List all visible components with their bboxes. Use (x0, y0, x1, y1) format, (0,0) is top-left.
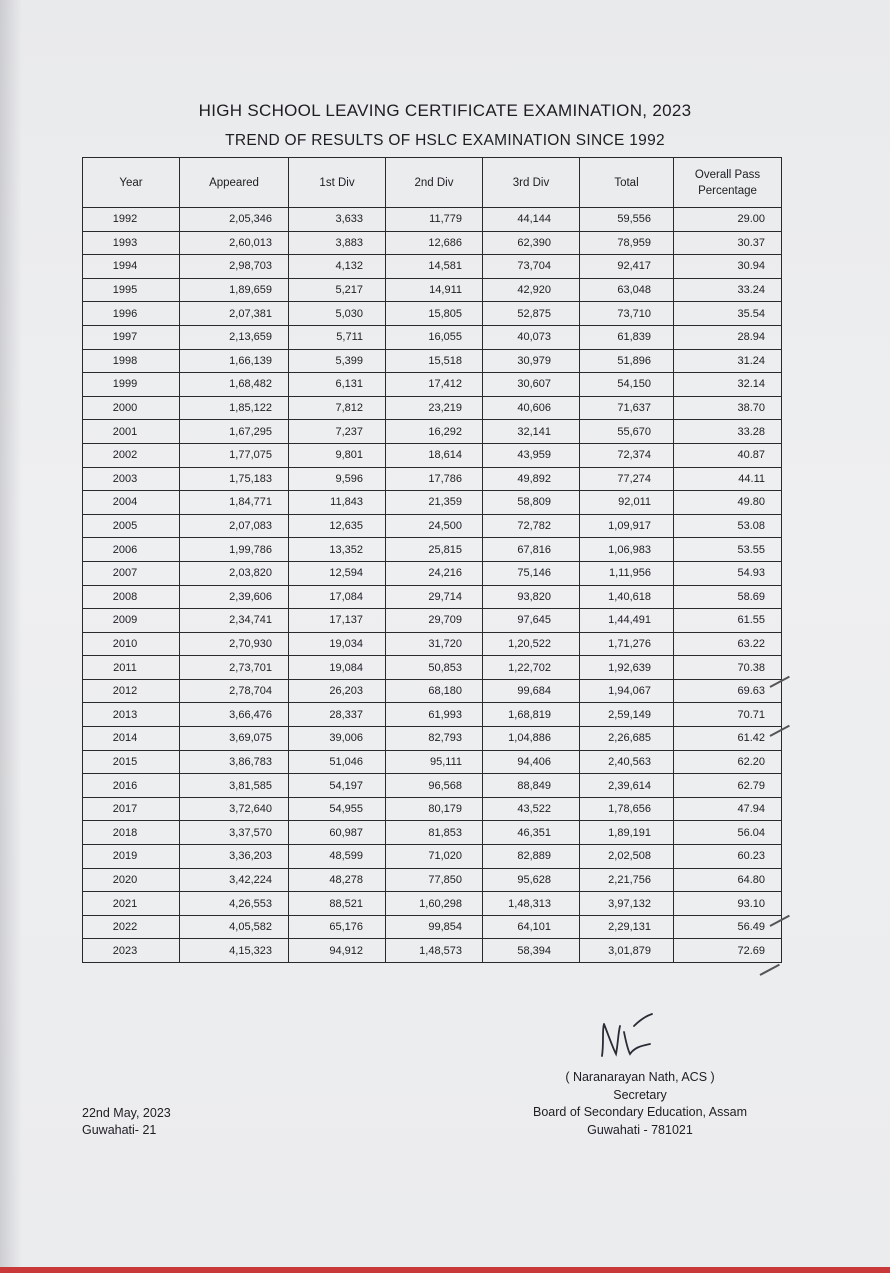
cell-year: 2005 (83, 514, 180, 538)
table-row (83, 727, 782, 751)
cell-third-div: 97,645 (483, 609, 580, 633)
table-row (83, 231, 782, 255)
cell-third-div: 42,920 (483, 278, 580, 302)
cell-appeared: 4,05,582 (180, 915, 289, 939)
cell-pass-percentage: 61.55 (674, 609, 782, 633)
cell-first-div: 9,801 (289, 443, 386, 467)
header-first-div: 1st Div (289, 158, 386, 208)
table-row (83, 797, 782, 821)
cell-appeared: 3,42,224 (180, 868, 289, 892)
table-row (83, 892, 782, 916)
cell-first-div: 6,131 (289, 373, 386, 397)
table-row (83, 703, 782, 727)
cell-appeared: 1,75,183 (180, 467, 289, 491)
cell-total: 72,374 (580, 443, 674, 467)
cell-second-div: 96,568 (386, 774, 483, 798)
cell-second-div: 80,179 (386, 797, 483, 821)
cell-second-div: 29,714 (386, 585, 483, 609)
cell-appeared: 2,07,381 (180, 302, 289, 326)
header-pass-line1: Overall Pass (694, 168, 761, 181)
table-row (83, 467, 782, 491)
cell-total: 2,59,149 (580, 703, 674, 727)
cell-second-div: 17,412 (386, 373, 483, 397)
cell-appeared: 2,07,083 (180, 514, 289, 538)
cell-second-div: 71,020 (386, 845, 483, 869)
cell-year: 2013 (83, 703, 180, 727)
table-row (83, 915, 782, 939)
cell-second-div: 77,850 (386, 868, 483, 892)
cell-third-div: 40,073 (483, 325, 580, 349)
cell-first-div: 13,352 (289, 538, 386, 562)
cell-first-div: 12,635 (289, 514, 386, 538)
cell-total: 1,11,956 (580, 561, 674, 585)
cell-second-div: 31,720 (386, 632, 483, 656)
table-row (83, 514, 782, 538)
date-place-block (82, 1105, 171, 1139)
cell-pass-percentage: 30.94 (674, 255, 782, 279)
cell-year: 2017 (83, 797, 180, 821)
cell-year: 1999 (83, 373, 180, 397)
cell-third-div: 73,704 (483, 255, 580, 279)
cell-year: 2008 (83, 585, 180, 609)
cell-total: 51,896 (580, 349, 674, 373)
cell-third-div: 1,68,819 (483, 703, 580, 727)
table-row (83, 939, 782, 963)
cell-year: 2019 (83, 845, 180, 869)
cell-first-div: 3,883 (289, 231, 386, 255)
cell-appeared: 2,05,346 (180, 208, 289, 232)
signatory-name: ( Naranarayan Nath, ACS ) (565, 1070, 715, 1084)
cell-first-div: 65,176 (289, 915, 386, 939)
cell-second-div: 15,518 (386, 349, 483, 373)
cell-third-div: 43,959 (483, 443, 580, 467)
cell-second-div: 95,111 (386, 750, 483, 774)
cell-total: 2,39,614 (580, 774, 674, 798)
cell-appeared: 2,13,659 (180, 325, 289, 349)
cell-total: 2,40,563 (580, 750, 674, 774)
cell-pass-percentage: 31.24 (674, 349, 782, 373)
cell-first-div: 5,711 (289, 325, 386, 349)
cell-total: 1,40,618 (580, 585, 674, 609)
table-row (83, 208, 782, 232)
cell-first-div: 26,203 (289, 679, 386, 703)
cell-third-div: 64,101 (483, 915, 580, 939)
cell-total: 59,556 (580, 208, 674, 232)
cell-third-div: 40,606 (483, 396, 580, 420)
cell-third-div: 88,849 (483, 774, 580, 798)
cell-total: 63,048 (580, 278, 674, 302)
cell-second-div: 68,180 (386, 679, 483, 703)
cell-third-div: 32,141 (483, 420, 580, 444)
results-body (83, 208, 782, 963)
cell-total: 1,09,917 (580, 514, 674, 538)
cell-first-div: 28,337 (289, 703, 386, 727)
signature-image (594, 1012, 664, 1064)
cell-year: 2021 (83, 892, 180, 916)
cell-year: 2007 (83, 561, 180, 585)
cell-second-div: 24,216 (386, 561, 483, 585)
cell-year: 1997 (83, 325, 180, 349)
cell-total: 3,97,132 (580, 892, 674, 916)
cell-year: 1995 (83, 278, 180, 302)
cell-second-div: 99,854 (386, 915, 483, 939)
cell-total: 2,29,131 (580, 915, 674, 939)
cell-third-div: 1,22,702 (483, 656, 580, 680)
header-third-div: 3rd Div (483, 158, 580, 208)
organization-address: Guwahati - 781021 (587, 1122, 693, 1137)
cell-first-div: 39,006 (289, 727, 386, 751)
cell-second-div: 25,815 (386, 538, 483, 562)
cell-appeared: 2,39,606 (180, 585, 289, 609)
cell-first-div: 54,955 (289, 797, 386, 821)
cell-year: 2000 (83, 396, 180, 420)
cell-pass-percentage: 32.14 (674, 373, 782, 397)
cell-total: 3,01,879 (580, 939, 674, 963)
table-row (83, 656, 782, 680)
cell-total: 2,02,508 (580, 845, 674, 869)
cell-first-div: 48,278 (289, 868, 386, 892)
cell-second-div: 16,292 (386, 420, 483, 444)
cell-pass-percentage: 56.04 (674, 821, 782, 845)
cell-year: 1996 (83, 302, 180, 326)
cell-second-div: 61,993 (386, 703, 483, 727)
table-header-row (83, 158, 782, 208)
cell-second-div: 1,48,573 (386, 939, 483, 963)
signatory-block (490, 1069, 790, 1139)
cell-pass-percentage: 58.69 (674, 585, 782, 609)
cell-pass-percentage: 72.69 (674, 939, 782, 963)
cell-first-div: 5,030 (289, 302, 386, 326)
cell-year: 2014 (83, 727, 180, 751)
cell-appeared: 3,69,075 (180, 727, 289, 751)
cell-first-div: 3,633 (289, 208, 386, 232)
cell-second-div: 82,793 (386, 727, 483, 751)
cell-total: 54,150 (580, 373, 674, 397)
cell-first-div: 9,596 (289, 467, 386, 491)
cell-pass-percentage: 33.28 (674, 420, 782, 444)
cell-pass-percentage: 70.71 (674, 703, 782, 727)
cell-year: 2009 (83, 609, 180, 633)
cell-total: 1,94,067 (580, 679, 674, 703)
cell-second-div: 29,709 (386, 609, 483, 633)
signatory-title: Secretary (613, 1087, 667, 1102)
table-row (83, 396, 782, 420)
cell-second-div: 18,614 (386, 443, 483, 467)
table-row (83, 538, 782, 562)
cell-first-div: 54,197 (289, 774, 386, 798)
cell-appeared: 2,98,703 (180, 255, 289, 279)
cell-second-div: 17,786 (386, 467, 483, 491)
cell-total: 78,959 (580, 231, 674, 255)
cell-pass-percentage: 53.08 (674, 514, 782, 538)
table-row (83, 373, 782, 397)
cell-first-div: 19,084 (289, 656, 386, 680)
cell-total: 2,26,685 (580, 727, 674, 751)
cell-year: 2004 (83, 491, 180, 515)
cell-first-div: 4,132 (289, 255, 386, 279)
table-row (83, 679, 782, 703)
table-row (83, 255, 782, 279)
table-row (83, 302, 782, 326)
cell-appeared: 1,67,295 (180, 420, 289, 444)
header-pass-percentage (674, 158, 782, 208)
cell-pass-percentage: 38.70 (674, 396, 782, 420)
table-row (83, 845, 782, 869)
cell-first-div: 17,084 (289, 585, 386, 609)
cell-appeared: 3,37,570 (180, 821, 289, 845)
cell-first-div: 60,987 (289, 821, 386, 845)
cell-appeared: 4,26,553 (180, 892, 289, 916)
cell-second-div: 16,055 (386, 325, 483, 349)
cell-year: 1993 (83, 231, 180, 255)
cell-pass-percentage: 64.80 (674, 868, 782, 892)
cell-pass-percentage: 49.80 (674, 491, 782, 515)
header-appeared: Appeared (180, 158, 289, 208)
cell-third-div: 95,628 (483, 868, 580, 892)
cell-third-div: 93,820 (483, 585, 580, 609)
cell-third-div: 58,394 (483, 939, 580, 963)
cell-appeared: 1,84,771 (180, 491, 289, 515)
cell-first-div: 5,217 (289, 278, 386, 302)
cell-pass-percentage: 28.94 (674, 325, 782, 349)
table-row (83, 821, 782, 845)
cell-total: 2,21,756 (580, 868, 674, 892)
cell-appeared: 3,86,783 (180, 750, 289, 774)
cell-second-div: 14,581 (386, 255, 483, 279)
cell-appeared: 1,89,659 (180, 278, 289, 302)
cell-pass-percentage: 54.93 (674, 561, 782, 585)
cell-first-div: 19,034 (289, 632, 386, 656)
cell-total: 92,417 (580, 255, 674, 279)
check-mark (760, 964, 780, 976)
cell-appeared: 3,81,585 (180, 774, 289, 798)
cell-third-div: 75,146 (483, 561, 580, 585)
document-place: Guwahati- 21 (82, 1123, 157, 1137)
cell-total: 1,89,191 (580, 821, 674, 845)
cell-third-div: 1,48,313 (483, 892, 580, 916)
cell-total: 92,011 (580, 491, 674, 515)
cell-pass-percentage: 60.23 (674, 845, 782, 869)
cell-appeared: 2,34,741 (180, 609, 289, 633)
cell-pass-percentage: 47.94 (674, 797, 782, 821)
cell-third-div: 44,144 (483, 208, 580, 232)
table-row (83, 278, 782, 302)
cell-third-div: 1,04,886 (483, 727, 580, 751)
cell-year: 2012 (83, 679, 180, 703)
cell-third-div: 94,406 (483, 750, 580, 774)
cell-second-div: 21,359 (386, 491, 483, 515)
cell-second-div: 15,805 (386, 302, 483, 326)
header-year: Year (83, 158, 180, 208)
cell-third-div: 52,875 (483, 302, 580, 326)
cell-pass-percentage: 69.63 (674, 679, 782, 703)
page-bottom-edge (0, 1267, 890, 1273)
cell-first-div: 7,812 (289, 396, 386, 420)
cell-third-div: 43,522 (483, 797, 580, 821)
cell-pass-percentage: 62.20 (674, 750, 782, 774)
cell-pass-percentage: 70.38 (674, 656, 782, 680)
table-row (83, 750, 782, 774)
cell-total: 77,274 (580, 467, 674, 491)
cell-third-div: 82,889 (483, 845, 580, 869)
cell-pass-percentage: 44.11 (674, 467, 782, 491)
cell-third-div: 58,809 (483, 491, 580, 515)
table-row (83, 443, 782, 467)
cell-pass-percentage: 35.54 (674, 302, 782, 326)
cell-appeared: 4,15,323 (180, 939, 289, 963)
cell-third-div: 72,782 (483, 514, 580, 538)
cell-second-div: 81,853 (386, 821, 483, 845)
cell-first-div: 88,521 (289, 892, 386, 916)
cell-third-div: 67,816 (483, 538, 580, 562)
table-row (83, 632, 782, 656)
header-total: Total (580, 158, 674, 208)
cell-pass-percentage: 61.42 (674, 727, 782, 751)
cell-pass-percentage: 33.24 (674, 278, 782, 302)
organization-name: Board of Secondary Education, Assam (532, 1105, 747, 1119)
table-row (83, 609, 782, 633)
cell-appeared: 2,60,013 (180, 231, 289, 255)
cell-first-div: 12,594 (289, 561, 386, 585)
cell-year: 2003 (83, 467, 180, 491)
cell-first-div: 48,599 (289, 845, 386, 869)
header-pass-line2: Percentage (698, 184, 757, 197)
cell-first-div: 51,046 (289, 750, 386, 774)
cell-year: 2011 (83, 656, 180, 680)
cell-second-div: 50,853 (386, 656, 483, 680)
cell-total: 1,71,276 (580, 632, 674, 656)
document-subtitle: TREND OF RESULTS OF HSLC EXAMINATION SINCE 1992 (225, 132, 665, 149)
cell-appeared: 1,99,786 (180, 538, 289, 562)
cell-year: 2015 (83, 750, 180, 774)
cell-appeared: 2,73,701 (180, 656, 289, 680)
cell-second-div: 11,779 (386, 208, 483, 232)
table-row (83, 325, 782, 349)
cell-appeared: 3,66,476 (180, 703, 289, 727)
cell-third-div: 30,979 (483, 349, 580, 373)
cell-appeared: 1,85,122 (180, 396, 289, 420)
cell-year: 2010 (83, 632, 180, 656)
cell-total: 1,92,639 (580, 656, 674, 680)
cell-third-div: 99,684 (483, 679, 580, 703)
cell-pass-percentage: 56.49 (674, 915, 782, 939)
cell-third-div: 30,607 (483, 373, 580, 397)
cell-total: 61,839 (580, 325, 674, 349)
cell-total: 71,637 (580, 396, 674, 420)
cell-year: 2022 (83, 915, 180, 939)
cell-appeared: 2,03,820 (180, 561, 289, 585)
cell-pass-percentage: 30.37 (674, 231, 782, 255)
cell-year: 1994 (83, 255, 180, 279)
cell-appeared: 3,72,640 (180, 797, 289, 821)
cell-appeared: 3,36,203 (180, 845, 289, 869)
cell-appeared: 2,70,930 (180, 632, 289, 656)
cell-first-div: 11,843 (289, 491, 386, 515)
document-date: 22nd May, 2023 (82, 1106, 171, 1120)
cell-appeared: 1,68,482 (180, 373, 289, 397)
cell-year: 1998 (83, 349, 180, 373)
cell-year: 2020 (83, 868, 180, 892)
cell-year: 1992 (83, 208, 180, 232)
cell-appeared: 1,77,075 (180, 443, 289, 467)
cell-second-div: 1,60,298 (386, 892, 483, 916)
table-row (83, 561, 782, 585)
table-row (83, 349, 782, 373)
cell-year: 2001 (83, 420, 180, 444)
cell-second-div: 14,911 (386, 278, 483, 302)
cell-pass-percentage: 62.79 (674, 774, 782, 798)
table-row (83, 585, 782, 609)
cell-third-div: 49,892 (483, 467, 580, 491)
results-table (82, 157, 782, 963)
cell-year: 2006 (83, 538, 180, 562)
cell-second-div: 12,686 (386, 231, 483, 255)
table-row (83, 868, 782, 892)
cell-year: 2016 (83, 774, 180, 798)
paper-shadow (0, 0, 22, 1273)
cell-third-div: 1,20,522 (483, 632, 580, 656)
cell-pass-percentage: 40.87 (674, 443, 782, 467)
cell-year: 2002 (83, 443, 180, 467)
cell-first-div: 94,912 (289, 939, 386, 963)
cell-third-div: 62,390 (483, 231, 580, 255)
cell-second-div: 23,219 (386, 396, 483, 420)
cell-appeared: 2,78,704 (180, 679, 289, 703)
table-row (83, 491, 782, 515)
document-title: HIGH SCHOOL LEAVING CERTIFICATE EXAMINATION, 2023 (198, 101, 692, 120)
header-second-div: 2nd Div (386, 158, 483, 208)
cell-pass-percentage: 63.22 (674, 632, 782, 656)
cell-year: 2018 (83, 821, 180, 845)
cell-total: 73,710 (580, 302, 674, 326)
cell-total: 1,44,491 (580, 609, 674, 633)
cell-appeared: 1,66,139 (180, 349, 289, 373)
cell-year: 2023 (83, 939, 180, 963)
cell-third-div: 46,351 (483, 821, 580, 845)
table-row (83, 774, 782, 798)
cell-first-div: 5,399 (289, 349, 386, 373)
cell-first-div: 17,137 (289, 609, 386, 633)
cell-total: 1,06,983 (580, 538, 674, 562)
cell-total: 1,78,656 (580, 797, 674, 821)
cell-pass-percentage: 53.55 (674, 538, 782, 562)
cell-pass-percentage: 93.10 (674, 892, 782, 916)
cell-total: 55,670 (580, 420, 674, 444)
cell-first-div: 7,237 (289, 420, 386, 444)
cell-pass-percentage: 29.00 (674, 208, 782, 232)
cell-second-div: 24,500 (386, 514, 483, 538)
table-row (83, 420, 782, 444)
